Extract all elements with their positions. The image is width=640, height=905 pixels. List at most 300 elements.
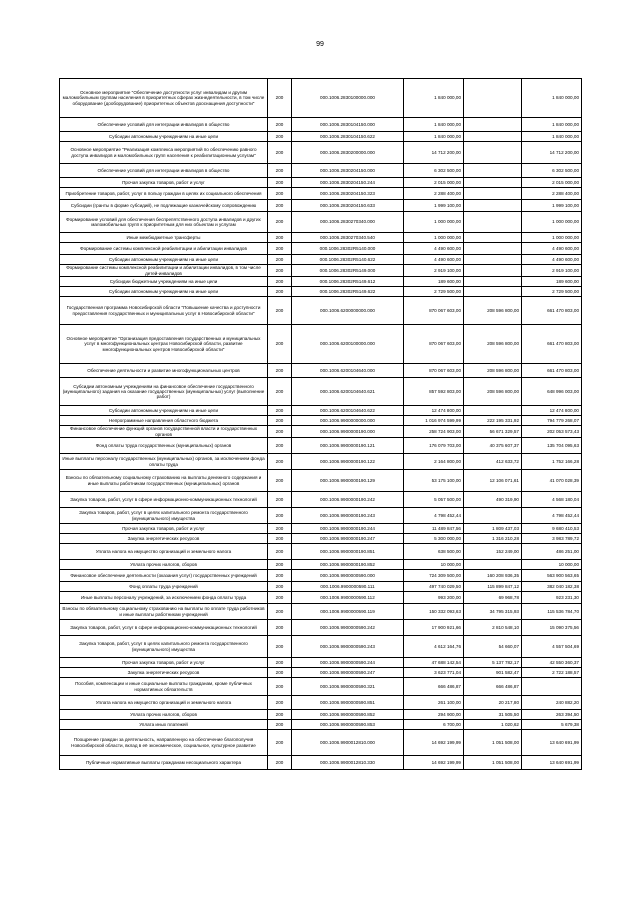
cell-v3: 794 779 268,07	[522, 416, 582, 426]
cell-v2: 20 217,80	[464, 696, 522, 710]
table-row	[60, 287, 582, 297]
cell-v3: 9 680 410,53	[522, 524, 582, 534]
cell-code: 200	[268, 604, 292, 620]
cell-v2	[464, 508, 522, 524]
cell-code: 200	[268, 678, 292, 696]
table-row	[60, 243, 582, 255]
cell-kbk: 000.1006.6200104640.621	[292, 378, 404, 406]
cell-v3: 189 600,00	[522, 277, 582, 287]
cell-name: Иные выплаты персоналу государственных (муниципальных) органов, за исключением фонда оплаты труда	[60, 454, 268, 470]
cell-name: Приобретение товаров, работ, услуг в пользу граждан в целях их социального обеспечения	[60, 188, 268, 200]
cell-name: Субсидии бюджетным учреждениям на иные цели	[60, 277, 268, 287]
cell-v2: 12 106 071,61	[464, 470, 522, 492]
cell-kbk: 000.1006.9900000590.851	[292, 696, 404, 710]
table-row	[60, 508, 582, 524]
cell-code: 200	[268, 756, 292, 770]
cell-v1: 2 015 000,00	[404, 178, 464, 188]
table-row	[60, 79, 582, 118]
cell-v3: 41 070 028,39	[522, 470, 582, 492]
cell-v2: 34 795 315,93	[464, 604, 522, 620]
cell-kbk: 000.1006.9900000190.000	[292, 426, 404, 438]
table-row	[60, 188, 582, 200]
cell-v2: 54 660,07	[464, 636, 522, 658]
table-row	[60, 178, 582, 188]
cell-name: Закупка товаров, работ, услуг в целях капитального ремонта государственного (муниципального) имущества	[60, 636, 268, 658]
cell-name: Поощрение граждан за деятельность, направленную на обеспечение благополучия Новосибирской области, вклад в её экономическое, социальное, культурное развитие	[60, 730, 268, 756]
cell-kbk: 000.1006.2830204150.000	[292, 164, 404, 178]
cell-name: Государственная программа Новосибирской области "Повышение качества и доступности предоставления государственных и муниципальных услуг в Новосибирской области"	[60, 297, 268, 325]
table-row	[60, 364, 582, 378]
cell-name: Закупка товаров, работ, услуг в целях капитального ремонта государственного (муниципального) имущества	[60, 508, 268, 524]
cell-v1: 2 729 500,00	[404, 287, 464, 297]
cell-name: Иные межбюджетные трансферты	[60, 233, 268, 243]
cell-v3: 4 490 600,00	[522, 243, 582, 255]
cell-v1: 258 724 903,00	[404, 426, 464, 438]
table-row	[60, 233, 582, 243]
cell-v1: 1 840 000,00	[404, 132, 464, 142]
cell-v3: 1 840 000,00	[522, 118, 582, 132]
cell-code: 200	[268, 287, 292, 297]
cell-v1: 870 067 603,00	[404, 364, 464, 378]
table-row	[60, 378, 582, 406]
cell-v3: 13 640 691,99	[522, 756, 582, 770]
table-row	[60, 544, 582, 560]
cell-v3: 10 000,00	[522, 560, 582, 570]
cell-v3: 661 470 803,00	[522, 364, 582, 378]
cell-kbk: 000.1006.2830204150.633	[292, 200, 404, 212]
cell-kbk: 000.1006.9900000190.244	[292, 524, 404, 534]
cell-v2	[464, 560, 522, 570]
cell-v1: 1 840 000,00	[404, 118, 464, 132]
cell-v3: 2 288 400,00	[522, 188, 582, 200]
cell-v1: 497 740 029,50	[404, 582, 464, 592]
cell-v1: 4 612 164,76	[404, 636, 464, 658]
cell-code: 200	[268, 524, 292, 534]
cell-kbk: 000.1006.9900000590.119	[292, 604, 404, 620]
cell-kbk: 000.1006.2830104150.000	[292, 118, 404, 132]
cell-kbk: 000.1006.2830200000.000	[292, 142, 404, 164]
cell-name: Финансовое обеспечение деятельности (оказания услуг) государственных учреждений	[60, 570, 268, 582]
cell-v1: 6 302 500,00	[404, 164, 464, 178]
table-row	[60, 164, 582, 178]
table-row	[60, 668, 582, 678]
cell-kbk: 000.1006.9900000590.000	[292, 570, 404, 582]
cell-name: Уплата прочих налогов, сборов	[60, 560, 268, 570]
cell-name: Пособия, компенсации и иные социальные выплаты гражданам, кроме публичных нормативных обязательств	[60, 678, 268, 696]
cell-v2: 115 899 847,12	[464, 582, 522, 592]
cell-v2: 1 020,62	[464, 720, 522, 730]
cell-code: 200	[268, 243, 292, 255]
cell-code: 200	[268, 378, 292, 406]
table-row	[60, 730, 582, 756]
cell-v2	[464, 164, 522, 178]
cell-code: 200	[268, 364, 292, 378]
cell-kbk: 000.1006.9900000590.243	[292, 636, 404, 658]
cell-code: 200	[268, 79, 292, 118]
cell-kbk: 000.1006.9900000590.853	[292, 720, 404, 730]
cell-v2	[464, 277, 522, 287]
table-row	[60, 570, 582, 582]
cell-code: 200	[268, 560, 292, 570]
cell-v2: 208 596 800,00	[464, 325, 522, 364]
cell-kbk: 000.1006.28302R5140.622	[292, 255, 404, 265]
cell-name: Финансовое обеспечение функций органов государственной власти и государственных органов	[60, 426, 268, 438]
cell-v2	[464, 243, 522, 255]
cell-v3: 563 900 563,65	[522, 570, 582, 582]
table-row	[60, 678, 582, 696]
cell-kbk: 000.1006.9900000190.851	[292, 544, 404, 560]
cell-v1: 4 490 600,00	[404, 243, 464, 255]
table-row	[60, 265, 582, 277]
cell-v3: 4 557 504,69	[522, 636, 582, 658]
cell-v3: 2 015 000,00	[522, 178, 582, 188]
cell-v1: 993 200,00	[404, 592, 464, 604]
cell-v3: 661 470 803,00	[522, 325, 582, 364]
cell-name: Обеспечение деятельности и развитие многофункциональных центров	[60, 364, 268, 378]
cell-name: Взносы по обязательному социальному страхованию на выплаты по оплате труда работников и иные выплаты работникам учреждений	[60, 604, 268, 620]
cell-code: 200	[268, 470, 292, 492]
cell-v1: 5 300 000,00	[404, 534, 464, 544]
cell-v2	[464, 406, 522, 416]
cell-code: 200	[268, 534, 292, 544]
cell-kbk: 000.1006.9900000590.852	[292, 710, 404, 720]
cell-code: 200	[268, 592, 292, 604]
cell-code: 200	[268, 325, 292, 364]
cell-v3: 1 840 000,00	[522, 79, 582, 118]
cell-kbk: 000.1006.2830100000.000	[292, 79, 404, 118]
cell-v2: 40 375 607,37	[464, 438, 522, 454]
cell-kbk: 000.1006.9900000190.129	[292, 470, 404, 492]
cell-kbk: 000.1006.28302R5140.000	[292, 243, 404, 255]
cell-v3: 1 752 166,28	[522, 454, 582, 470]
table-row	[60, 132, 582, 142]
cell-name: Уплата налога на имущество организаций и земельного налога	[60, 544, 268, 560]
cell-name: Формирование системы комплексной реабилитации и абилитации инвалидов, в том числе детей-инвалидов	[60, 265, 268, 277]
cell-v1: 12 474 800,00	[404, 406, 464, 416]
cell-code: 200	[268, 570, 292, 582]
cell-v3	[522, 678, 582, 696]
cell-kbk: 000.1006.2830104150.622	[292, 132, 404, 142]
cell-v1: 4 798 452,44	[404, 508, 464, 524]
table-row	[60, 604, 582, 620]
cell-code: 200	[268, 710, 292, 720]
cell-code: 200	[268, 636, 292, 658]
table-row	[60, 534, 582, 544]
cell-v1: 857 592 803,00	[404, 378, 464, 406]
cell-v2	[464, 287, 522, 297]
cell-v2: 1 051 508,00	[464, 730, 522, 756]
table-row	[60, 454, 582, 470]
cell-kbk: 000.1006.6200104640.000	[292, 364, 404, 378]
cell-code: 200	[268, 438, 292, 454]
cell-v1: 11 489 847,56	[404, 524, 464, 534]
cell-v3: 42 550 360,37	[522, 658, 582, 668]
cell-v1: 1 000 000,00	[404, 233, 464, 243]
cell-v2: 490 319,90	[464, 492, 522, 508]
cell-v1: 4 490 600,00	[404, 255, 464, 265]
cell-v3: 5 679,38	[522, 720, 582, 730]
cell-name: Обеспечение условий для интеграции инвалидов в общество	[60, 118, 268, 132]
cell-v1: 724 309 500,00	[404, 570, 464, 582]
cell-v2: 412 633,72	[464, 454, 522, 470]
cell-code: 200	[268, 508, 292, 524]
cell-code: 200	[268, 200, 292, 212]
cell-v2: 5 137 782,17	[464, 658, 522, 668]
cell-kbk: 000.1006.9900000190.242	[292, 492, 404, 508]
table-row	[60, 658, 582, 668]
cell-v1: 3 623 771,04	[404, 668, 464, 678]
cell-code: 200	[268, 658, 292, 668]
cell-kbk: 000.1006.9900000190.121	[292, 438, 404, 454]
cell-code: 200	[268, 668, 292, 678]
cell-name: Субсидии автономным учреждениям на иные цели	[60, 255, 268, 265]
cell-name: Субсидии автономным учреждениям на иные цели	[60, 406, 268, 416]
cell-v1: 14 712 200,00	[404, 142, 464, 164]
cell-v3: 4 798 452,44	[522, 508, 582, 524]
cell-v1: 870 067 603,00	[404, 297, 464, 325]
cell-v3: 15 090 375,56	[522, 620, 582, 636]
cell-v3: 202 053 573,43	[522, 426, 582, 438]
cell-v3: 12 474 800,00	[522, 406, 582, 416]
cell-kbk: 000.1006.9900000590.321	[292, 678, 404, 696]
table-row	[60, 524, 582, 534]
cell-v2	[464, 118, 522, 132]
cell-code: 200	[268, 544, 292, 560]
table-row	[60, 620, 582, 636]
table-row	[60, 438, 582, 454]
table-row	[60, 325, 582, 364]
cell-v1: 2 919 100,00	[404, 265, 464, 277]
cell-v2: 208 596 800,00	[464, 364, 522, 378]
cell-v3: 115 536 784,70	[522, 604, 582, 620]
cell-kbk: 000.1006.2830270340.540	[292, 233, 404, 243]
cell-v2: 69 968,78	[464, 592, 522, 604]
cell-v2: 901 582,47	[464, 668, 522, 678]
cell-code: 200	[268, 277, 292, 287]
cell-code: 200	[268, 720, 292, 730]
cell-code: 200	[268, 212, 292, 233]
cell-name: Фонд оплаты труда государственных (муниципальных) органов	[60, 438, 268, 454]
cell-v1: 1 000 000,00	[404, 212, 464, 233]
cell-name: Субсидии автономным учреждениям на иные цели	[60, 287, 268, 297]
table-row	[60, 636, 582, 658]
cell-v1: 17 900 921,66	[404, 620, 464, 636]
cell-v2: 1 316 210,28	[464, 534, 522, 544]
cell-v3: 135 704 095,63	[522, 438, 582, 454]
cell-v3: 240 882,20	[522, 696, 582, 710]
cell-code: 200	[268, 406, 292, 416]
cell-name: Прочая закупка товаров, работ и услуг	[60, 524, 268, 534]
table-row	[60, 582, 582, 592]
cell-v3: 3 983 789,72	[522, 534, 582, 544]
cell-name: Публичные нормативные выплаты гражданам несоциального характера	[60, 756, 268, 770]
cell-kbk: 000.1006.6200000000.000	[292, 297, 404, 325]
cell-v1: 294 900,00	[404, 710, 464, 720]
cell-code: 200	[268, 454, 292, 470]
cell-name: Уплата прочих налогов, сборов	[60, 710, 268, 720]
cell-code: 200	[268, 132, 292, 142]
cell-v2: 208 596 800,00	[464, 378, 522, 406]
table-row	[60, 560, 582, 570]
cell-name: Формирование условий для обеспечения беспрепятственного доступа инвалидов и других маломобильных групп к приоритетным для них объектам и услугам	[60, 212, 268, 233]
cell-kbk: 000.1006.6200100000.000	[292, 325, 404, 364]
cell-v1: 189 600,00	[404, 277, 464, 287]
cell-v2	[464, 79, 522, 118]
cell-code: 200	[268, 620, 292, 636]
cell-v1: 14 692 199,99	[404, 756, 464, 770]
cell-code: 200	[268, 492, 292, 508]
cell-v3: 13 640 691,99	[522, 730, 582, 756]
cell-kbk: 000.1006.9900000190.243	[292, 508, 404, 524]
cell-kbk: 000.1006.28302R5149.000	[292, 265, 404, 277]
cell-v2	[464, 265, 522, 277]
cell-name: Обеспечение условий для интеграции инвалидов в общество	[60, 164, 268, 178]
cell-name: Основное мероприятие "Обеспечение доступности услуг инвалидам и другим маломобильным группам населения в приоритетных сферах жизнедеятельности, в том числе оборудование (дооборудование) приоритетных объектов дооснащения доступности"	[60, 79, 268, 118]
table-row	[60, 255, 582, 265]
cell-v2	[464, 188, 522, 200]
cell-v1: 666 486,87	[404, 678, 464, 696]
cell-v3: 2 729 500,00	[522, 287, 582, 297]
cell-v3: 923 231,30	[522, 592, 582, 604]
table-row	[60, 416, 582, 426]
cell-v3: 1 000 000,00	[522, 212, 582, 233]
cell-v3: 661 470 803,00	[522, 297, 582, 325]
cell-code: 200	[268, 582, 292, 592]
cell-name: Прочая закупка товаров, работ и услуг	[60, 178, 268, 188]
cell-v2	[464, 233, 522, 243]
cell-kbk: 000.1006.9900012810.330	[292, 756, 404, 770]
cell-code: 200	[268, 188, 292, 200]
cell-name: Непрограммные направления областного бюджета	[60, 416, 268, 426]
cell-name: Субсидии автономным учреждениям на финансовое обеспечение государственного (муниципального) задания на оказание государственных (муниципальных) услуг (выполнение работ)	[60, 378, 268, 406]
cell-kbk: 000.1006.28302R5149.622	[292, 287, 404, 297]
cell-name: Взносы по обязательному социальному страхованию на выплаты денежного содержания и иные выплаты работникам государственных (муниципальных) органов	[60, 470, 268, 492]
cell-name: Уплата налога на имущество организаций и земельного налога	[60, 696, 268, 710]
cell-v3: 263 394,50	[522, 710, 582, 720]
cell-v3: 2 722 188,57	[522, 668, 582, 678]
cell-v2	[464, 142, 522, 164]
cell-code: 200	[268, 297, 292, 325]
table-row	[60, 756, 582, 770]
cell-v2: 222 195 331,92	[464, 416, 522, 426]
cell-v2: 666 486,87	[464, 678, 522, 696]
cell-v2	[464, 132, 522, 142]
cell-v1: 1 016 974 599,99	[404, 416, 464, 426]
budget-table-body	[60, 79, 582, 770]
table-row	[60, 406, 582, 416]
cell-v2	[464, 178, 522, 188]
cell-name: Закупка товаров, работ, услуг в сфере информационно-коммуникационных технологий	[60, 620, 268, 636]
cell-name: Закупка энергетических ресурсов	[60, 534, 268, 544]
cell-name: Основное мероприятие "Организация предоставления государственных и муниципальных услуг в многофункциональных центрах Новосибирской области, развитие многофункциональных центров Новосибирской области"	[60, 325, 268, 364]
cell-kbk: 000.1006.2830204150.323	[292, 188, 404, 200]
cell-v1: 638 500,00	[404, 544, 464, 560]
cell-v1: 150 332 093,63	[404, 604, 464, 620]
budget-table	[59, 78, 582, 770]
cell-name: Иные выплаты персоналу учреждений, за исключением фонда оплаты труда	[60, 592, 268, 604]
cell-v3: 382 040 182,38	[522, 582, 582, 592]
table-row	[60, 696, 582, 710]
table-row	[60, 212, 582, 233]
cell-v1: 47 688 142,54	[404, 658, 464, 668]
cell-v2: 1 051 508,00	[464, 756, 522, 770]
cell-v1: 1 840 000,00	[404, 79, 464, 118]
page-number: 99	[316, 41, 324, 48]
cell-v3: 4 568 180,04	[522, 492, 582, 508]
cell-v2: 2 810 548,10	[464, 620, 522, 636]
cell-kbk: 000.1006.9900000190.247	[292, 534, 404, 544]
cell-v1: 14 692 199,99	[404, 730, 464, 756]
cell-v3: 1 999 100,00	[522, 200, 582, 212]
cell-kbk: 000.1006.28302R5149.612	[292, 277, 404, 287]
cell-v3: 6 302 500,00	[522, 164, 582, 178]
cell-kbk: 000.1006.9900000590.242	[292, 620, 404, 636]
cell-code: 200	[268, 164, 292, 178]
table-row	[60, 470, 582, 492]
cell-code: 200	[268, 416, 292, 426]
cell-v1: 261 100,00	[404, 696, 464, 710]
table-row	[60, 277, 582, 287]
cell-name: Уплата иных платежей	[60, 720, 268, 730]
cell-v3: 1 000 000,00	[522, 233, 582, 243]
cell-code: 200	[268, 178, 292, 188]
cell-v2	[464, 255, 522, 265]
cell-v2	[464, 212, 522, 233]
cell-v1: 6 700,00	[404, 720, 464, 730]
cell-v3: 14 712 200,00	[522, 142, 582, 164]
table-row	[60, 142, 582, 164]
cell-kbk: 000.1006.6200104640.622	[292, 406, 404, 416]
cell-code: 200	[268, 730, 292, 756]
cell-v1: 5 057 500,00	[404, 492, 464, 508]
cell-kbk: 000.1006.9900000590.111	[292, 582, 404, 592]
cell-code: 200	[268, 233, 292, 243]
cell-v2: 31 505,50	[464, 710, 522, 720]
cell-code: 200	[268, 696, 292, 710]
cell-v1: 10 000,00	[404, 560, 464, 570]
cell-kbk: 000.1006.9900000590.112	[292, 592, 404, 604]
cell-v3: 2 919 100,00	[522, 265, 582, 277]
cell-kbk: 000.1006.2830270340.000	[292, 212, 404, 233]
cell-kbk: 000.1006.9900000190.852	[292, 560, 404, 570]
cell-name: Закупка энергетических ресурсов	[60, 668, 268, 678]
cell-name: Закупка товаров, работ, услуг в сфере информационно-коммуникационных технологий	[60, 492, 268, 508]
table-row	[60, 426, 582, 438]
cell-name: Формирование системы комплексной реабилитации и абилитации инвалидов	[60, 243, 268, 255]
cell-kbk: 000.1006.9900000190.122	[292, 454, 404, 470]
cell-name: Прочая закупка товаров, работ и услуг	[60, 658, 268, 668]
cell-v1: 870 067 603,00	[404, 325, 464, 364]
cell-code: 200	[268, 255, 292, 265]
cell-name: Фонд оплаты труда учреждений	[60, 582, 268, 592]
table-row	[60, 492, 582, 508]
cell-v3: 1 840 000,00	[522, 132, 582, 142]
cell-v1: 2 288 400,00	[404, 188, 464, 200]
cell-kbk: 000.1006.9900012810.000	[292, 730, 404, 756]
cell-kbk: 000.1006.9900000000.000	[292, 416, 404, 426]
table-row	[60, 592, 582, 604]
cell-code: 200	[268, 118, 292, 132]
cell-code: 200	[268, 265, 292, 277]
cell-name: Основное мероприятие "Реализация комплекса мероприятий по обеспечению равного доступа инвалидов и маломобильных групп населения к реабилитационным услугам"	[60, 142, 268, 164]
cell-name: Субсидии (гранты в форме субсидий), не подлежащие казначейскому сопровождению	[60, 200, 268, 212]
cell-v2	[464, 200, 522, 212]
cell-kbk: 000.1006.9900000590.247	[292, 668, 404, 678]
cell-v2: 1 809 437,03	[464, 524, 522, 534]
table-row	[60, 118, 582, 132]
table-row	[60, 710, 582, 720]
cell-v2: 160 208 936,35	[464, 570, 522, 582]
